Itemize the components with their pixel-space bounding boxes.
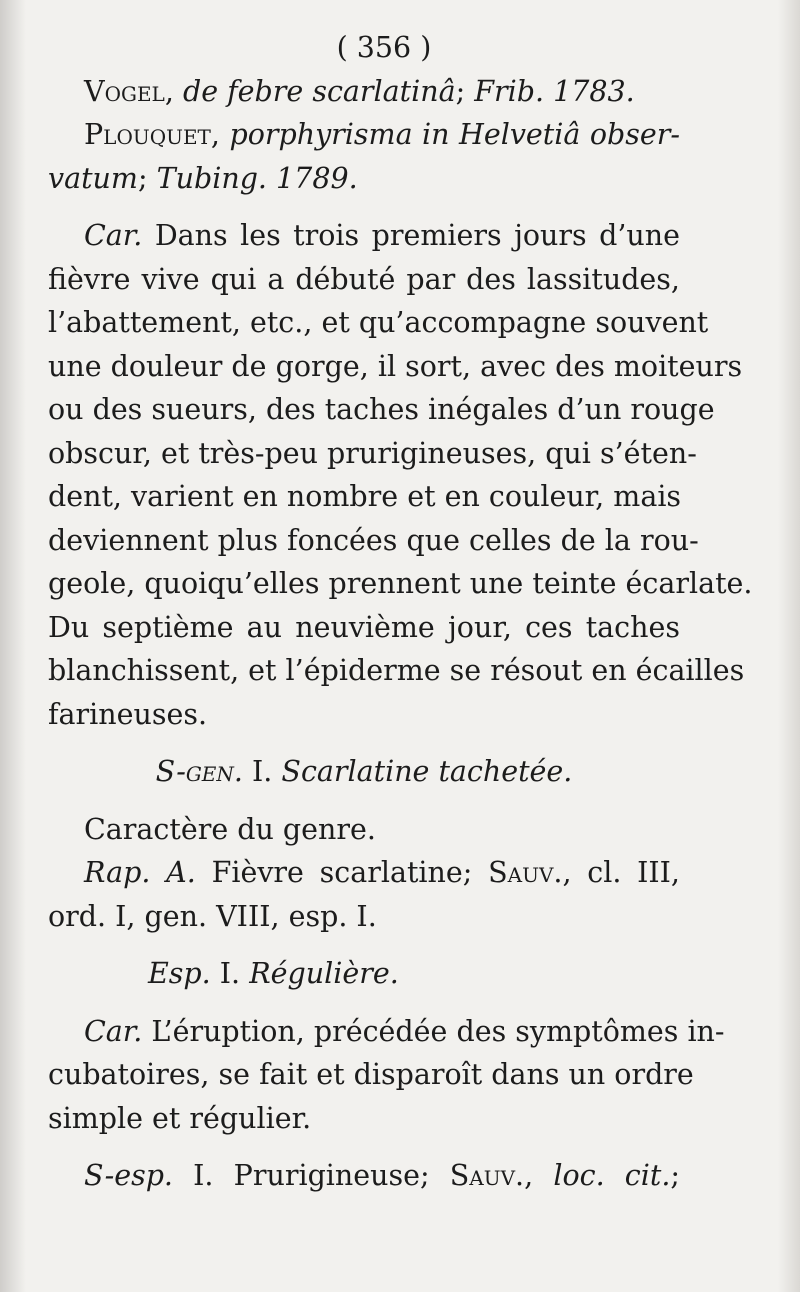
paragraph-line: deviennent plus foncées que celles de la rou-	[48, 523, 699, 557]
author-name: Vogel	[84, 74, 165, 108]
work-title: de febre scarlatinâ	[182, 74, 456, 108]
car-label: Car.	[84, 1014, 143, 1048]
species-heading	[48, 952, 680, 996]
page-number: ( 356 )	[336, 31, 432, 64]
subgenus-number: I.	[252, 755, 273, 788]
reference-plouquet: Plouquet, porphyrisma in Helvetiâ obser-	[84, 118, 680, 151]
spacer	[48, 736, 680, 750]
work-title: porphyrisma in Helvetiâ obser-	[229, 118, 680, 151]
page-text	[48, 26, 753, 1198]
paragraph-line: simple et régulier.	[48, 1101, 312, 1135]
paragraph-line: geole, quoiqu’elles prennent une teinte écarlate.	[48, 567, 753, 600]
subspecies-line: S-esp. I. Prurigineuse; Sauv., loc. cit.;	[84, 1159, 681, 1192]
reference-plouquet-cont: vatum; Tubing. 1789.	[48, 161, 358, 195]
author-name: Plouquet	[84, 118, 211, 151]
paragraph-line: ou des sueurs, des taches inégales d’un rouge	[48, 393, 715, 426]
rap-letter: A.	[166, 856, 196, 889]
genus-character: Caractère du genre.	[84, 812, 376, 846]
subspecies-number: I.	[193, 1159, 214, 1192]
paragraph-line: l’abattement, etc., et qu’accompagne souvent	[48, 306, 709, 339]
publication-place: Frib. 1783.	[474, 74, 635, 108]
sauvages-ref: Sauv.	[488, 856, 563, 889]
spacer	[48, 996, 680, 1010]
spacer	[48, 938, 680, 952]
spacer	[48, 200, 680, 214]
subgenus-title: Scarlatine tachetée.	[281, 755, 573, 788]
line-text: L’éruption, précédée des symptômes in-	[151, 1014, 725, 1048]
subgenus-label: S-gen.	[155, 755, 243, 788]
rap-text: Fièvre scarlatine;	[211, 856, 473, 889]
subgenus-heading	[48, 750, 680, 794]
paragraph-line	[48, 214, 680, 258]
paragraph-line: fièvre vive qui a débuté par des lassitudes,	[48, 262, 680, 296]
paragraph-line	[48, 1010, 725, 1054]
class-ref: , cl. III,	[562, 856, 680, 889]
paragraph-line: farineuses.	[48, 697, 208, 731]
sauvages-ref: Sauv.	[449, 1159, 525, 1192]
spacer	[48, 794, 680, 808]
work-title: vatum	[48, 161, 138, 195]
car-label: Car.	[84, 219, 143, 252]
spacer	[48, 1140, 680, 1154]
location-ref: loc. cit.	[553, 1159, 671, 1192]
paragraph-line: Du septième au neuvième jour, ces taches	[48, 610, 680, 644]
subspecies-label: S-esp.	[84, 1159, 173, 1192]
paragraph-line: cubatoires, se fait et disparoît dans un ordre	[48, 1058, 694, 1091]
species-label: Esp.	[148, 957, 211, 990]
rap-line	[48, 851, 680, 895]
subspecies-text: Prurigineuse;	[233, 1159, 430, 1192]
rap-label: Rap.	[84, 856, 151, 889]
species-title: Régulière.	[249, 957, 399, 990]
rap-line-2: ord. I, gen. VIII, esp. I.	[48, 899, 377, 933]
publication-place: Tubing. 1789.	[156, 161, 358, 195]
paragraph-line: obscur, et très-peu prurigineuses, qui s’éten-	[48, 436, 697, 470]
paragraph-line: une douleur de gorge, il sort, avec des moiteurs	[48, 349, 743, 383]
reference-vogel: Vogel, de febre scarlatinâ; Frib. 1783.	[84, 74, 635, 108]
paragraph-line: blanchissent, et l’épiderme se résout en écailles	[48, 654, 745, 687]
species-number: I.	[219, 957, 241, 990]
line-text: Dans les trois premiers jours d’une	[154, 219, 681, 252]
paragraph-line: dent, varient en nombre et en couleur, mais	[48, 480, 682, 513]
